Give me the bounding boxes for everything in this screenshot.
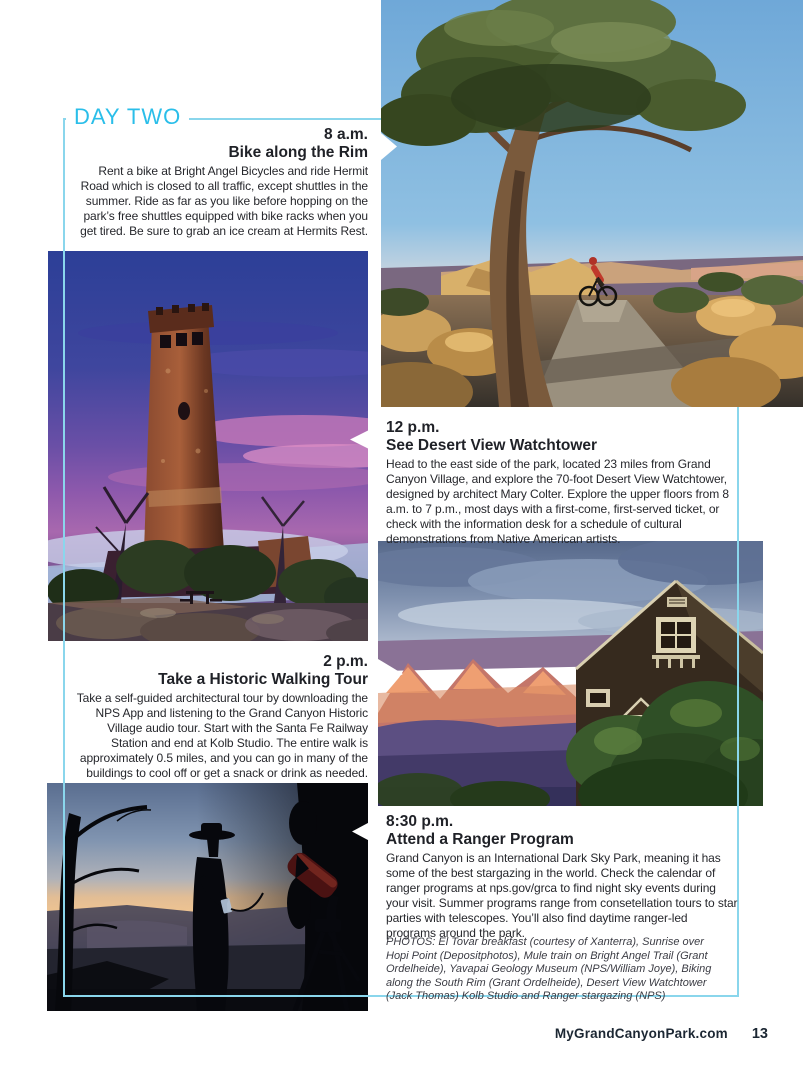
biking-south-rim-photo	[381, 0, 803, 407]
footer-site-url: MyGrandCanyonPark.com	[554, 1026, 728, 1041]
photo-credits: PHOTOS: El Tovar breakfast (courtesy of Xanterra), Sunrise over Hopi Point (Depositphotos), Mule train on Bright Angel Trail (Grant Ordelheide), Yavapai Geology Museum (NPS/William Joye), Biking along the South Rim (Grant Ordelheide), Desert View Watchtower (Jack Thomas) Kolb Studio and Ranger stargazing (NPS)	[386, 936, 712, 1002]
section-title: Take a Historic Walking Tour	[158, 671, 368, 688]
section-body: Head to the east side of the park, located 23 miles from Grand Canyon Village, and explore the 70-foot Desert View Watchtower, designed by architect Mary Colter. Explore the upper floors from 8 a.m. to 7 p.m., most days with a first-come, first-served ticket, or check with the information desk for a schedule of cultural demonstrations from Native American artists.	[386, 457, 729, 546]
section-title: Bike along the Rim	[228, 144, 368, 161]
section-body: Grand Canyon is an International Dark Sky Park, meaning it has some of the best stargazing in the world. Check the calendar of ranger programs at nps.gov/grca to find night sky events during your visit. Summer programs range from consetellation tours to star parties with telescopes. You’ll also find daytime ranger-led programs around the park.	[386, 851, 738, 940]
frame-left-rule	[63, 118, 65, 997]
section-title: See Desert View Watchtower	[386, 437, 598, 454]
section-body: Rent a bike at Bright Angel Bicycles and ride Hermit Road which is closed to all traffic, except shuttles in the summer. Ride as far as you like before hopping on the park’s free shuttles equipped with bike racks when you get tired. Be sure to grab an ice cream at Hermits Rest.	[80, 164, 368, 238]
desert-view-watchtower-photo	[48, 251, 368, 641]
itinerary-section-830pm	[386, 813, 738, 941]
page-footer	[555, 1026, 768, 1042]
kolb-studio-canyon-photo	[378, 541, 763, 806]
itinerary-section-12pm	[386, 419, 738, 547]
itinerary-section-2pm	[76, 653, 368, 781]
ranger-stargazing-photo	[47, 783, 368, 1011]
section-time: 8:30 p.m.	[386, 813, 454, 830]
section-time: 12 p.m.	[386, 419, 440, 436]
section-time: 2 p.m.	[323, 653, 368, 670]
section-body: Take a self-guided architectural tour by downloading the NPS App and listening to the Grand Canyon Historic Village audio tour. Start with the Santa Fe Railway Station and end at Kolb Studio. The entire walk is approximately 0.5 miles, and you can go in many of the buildings to cool off or get a snack or drink as needed.	[76, 691, 368, 780]
day-two-heading: DAY TWO	[66, 103, 189, 131]
section-title: Attend a Ranger Program	[386, 831, 574, 848]
itinerary-section-8am	[80, 126, 368, 239]
page-number: 13	[751, 1026, 768, 1042]
section-time: 8 a.m.	[324, 126, 368, 143]
